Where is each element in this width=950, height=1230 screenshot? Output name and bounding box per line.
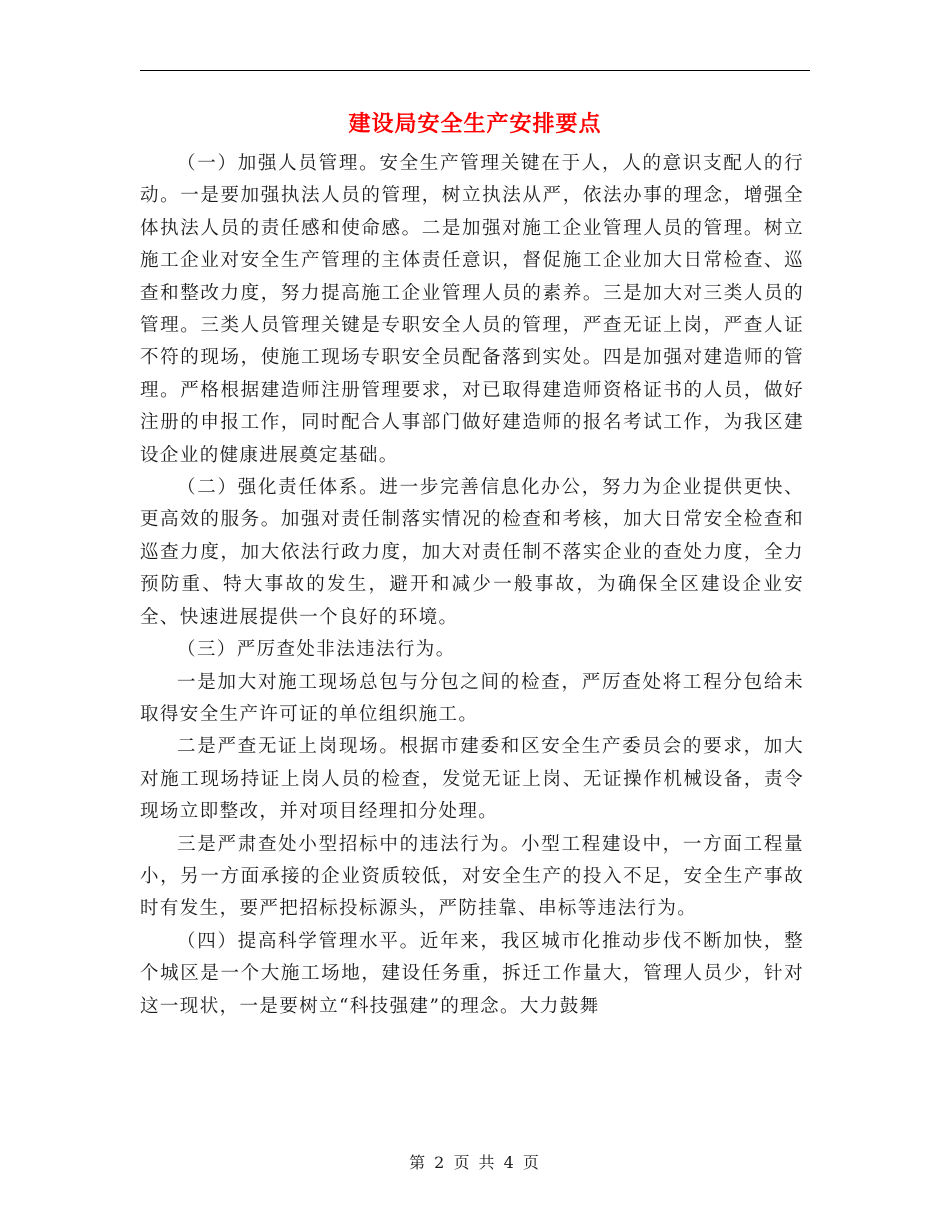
document-body [140,148,804,1023]
paragraph-bidding-violations: 三是严肃查处小型招标中的违法行为。小型工程建设中，一方面工程量小，另一方面承接的企业资质较低，对安全生产的投入不足，安全生产事故时有发生，要严把招标投标源头，严防挂靠、串标等违法行为。 [140,833,804,920]
paragraph-responsibility-system: （二）强化责任体系。进一步完善信息化办公，努力为企业提供更快、更高效的服务。加强对责任制落实情况的检查和考核，加大日常安全检查和巡查力度，加大依法行政力度，加大对责任制不落实企业的查处力度，全力预防重、特大事故的发生，避开和减少一般事故，为确保全区建设企业安全、快速进展提供一个良好的环境。 [140,477,804,628]
paragraph-uncertified-workers: 二是严查无证上岗现场。根据市建委和区安全生产委员会的要求，加大对施工现场持证上岗人员的检查，发觉无证上岗、无证操作机械设备，责令现场立即整改，并对项目经理扣分处理。 [140,736,804,823]
header-rule [140,70,810,71]
page-number-footer: 第 2 页 共 4 页 [409,1153,541,1172]
paragraph-scientific-management: （四）提高科学管理水平。近年来，我区城市化推动步伐不断加快，整个城区是一个大施工场地，建设任务重，拆迁工作量大，管理人员少，针对这一现状，一是要树立“科技强建”的理念。大力鼓舞 [140,930,804,1017]
paragraph-illegal-acts-heading: （三）严厉查处非法违法行为。 [177,639,456,661]
paragraph-subcontract-inspection: 一是加大对施工现场总包与分包之间的检查，严厉查处将工程分包给未取得安全生产许可证的单位组织施工。 [140,671,804,725]
paragraph-personnel-management: （一）加强人员管理。安全生产管理关键在于人，人的意识支配人的行动。一是要加强执法人员的管理，树立执法从严，依法办事的理念，增强全体执法人员的责任感和使命感。二是加强对施工企业管理人员的管理。树立施工企业对安全生产管理的主体责任意识，督促施工企业加大日常检查、巡查和整改力度，努力提高施工企业管理人员的素养。三是加大对三类人员的管理。三类人员管理关键是专职安全人员的管理，严查无证上岗，严查人证不符的现场，使施工现场专职安全员配备落到实处。四是加强对建造师的管理。严格根据建造师注册管理要求，对已取得建造师资格证书的人员，做好注册的申报工作，同时配合人事部门做好建造师的报名考试工作，为我区建设企业的健康进展奠定基础。 [140,153,804,466]
document-title: 建设局安全生产安排要点 [348,112,602,137]
